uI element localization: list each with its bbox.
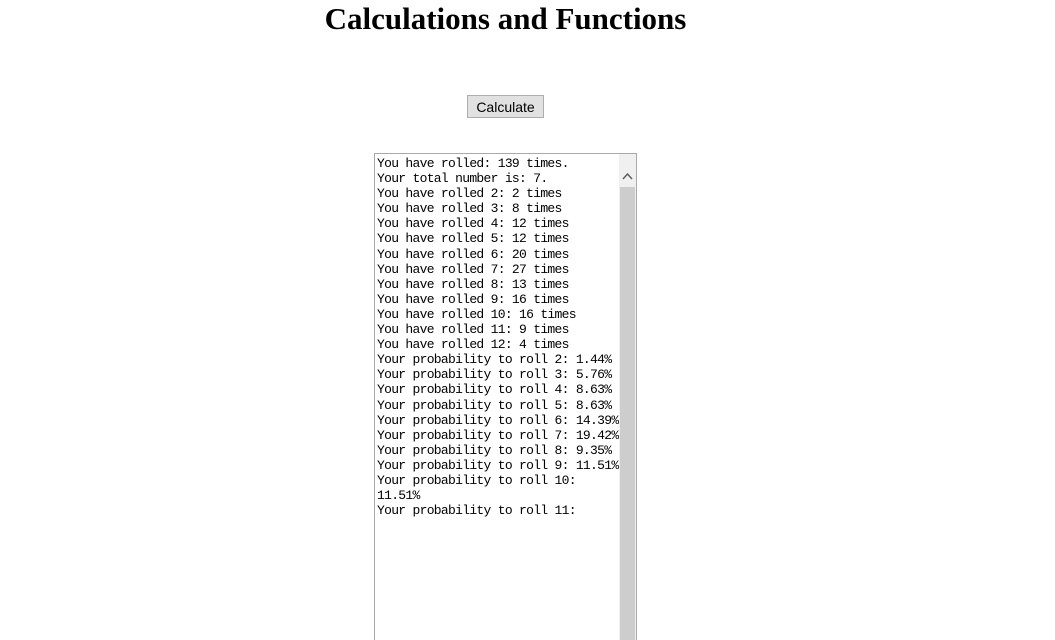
results-text: You have rolled: 139 times. Your total number is: 7. You have rolled 2: 2 times You have rolled 3: 8 times You have rolled 4: 12 times You have rolled 5: 12 times You have rolled 6: 20 times You have rolled 7: 27 times You have rolled 8: 13 times You have rolled 9: 16 times You have rolled 10: 16 times You have rolled 11: 9 times You have rolled 12: 4 times Your probability to roll 2: 1.44% Your probability to roll 3: 5.76% Your probability to roll 4: 8.63% Your probability to roll 5: 8.63% Your probability to roll 6: 14.39% Your probability to roll 7: 19.42% Your probability to roll 8: 9.35% Your probability to roll 9: 11.51% Your probability to roll 10: 11.51% Your probability to roll 11: [377, 156, 619, 519]
calculate-button[interactable]: Calculate [467, 95, 544, 118]
vertical-scrollbar[interactable] [619, 154, 636, 640]
chevron-up-icon[interactable] [619, 166, 636, 186]
results-textarea[interactable] [374, 153, 637, 640]
page-title: Calculations and Functions [324, 1, 687, 36]
scroll-thumb[interactable] [620, 187, 635, 640]
